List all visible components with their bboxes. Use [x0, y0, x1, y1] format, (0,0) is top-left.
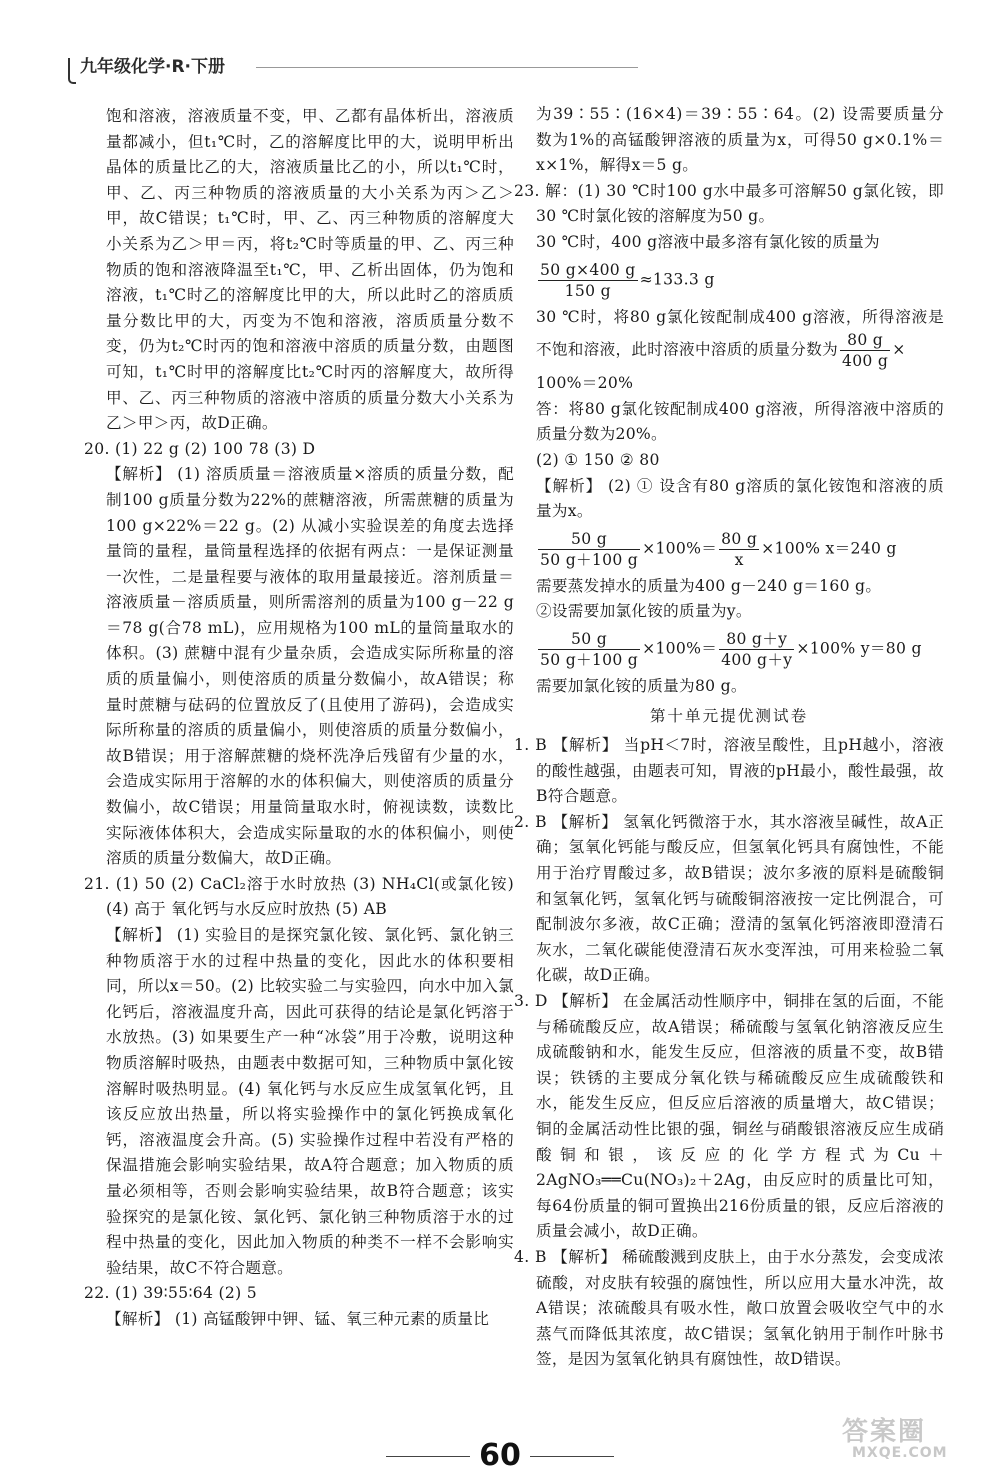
q20-explanation: 【解析】 (1) 溶质质量＝溶液质量×溶质的质量分数，配制100 g质量分数为22%的蔗糖溶液，所需蔗糖的质量为100 g×22%＝22 g。(2) 从减小实验误差的角度去选择量筒的量程，量筒量程选择的依据有两点：一是保证测量一次性，二是量程要与液体的取用量最接近。溶剂质量＝溶液质量－溶质质量，则所需溶剂的质量为100 g－22 g＝78 g(合78 mL)，应用规格为100 mL的量筒量取水的体积。(3) 蔗糖中混有少量杂质，会造成实际所称量的溶质的质量偏小，则使溶质的质量分数偏小，故A错误；称量时蔗糖与砝码的位置放反了(且使用了游码)，会造成实际所称量的溶质的质量偏小，则使溶质的质量分数偏小，故B错误；用于溶解蔗糖的烧杯洗净后残留有少量的水，会造成实际用于溶解的水的体积偏大，则使溶质的质量分数偏小，故C错误；用量筒量取水时，俯视读数，读数比实际液体体积大，会造成实际量取的水的体积偏小，则使溶质的质量分数偏大，故D正确。 [106, 465, 514, 868]
fraction-1-result: ≈133.3 g [639, 270, 715, 289]
fraction-1: $\frac{50 g\times 400 g}{150 g}$ [540, 260, 636, 300]
answer-3: 3. D 【解析】 在金属活动性顺序中，铜排在氢的后面，不能与稀硫酸反应，故A错误；稀硫酸与氢氧化钠溶液反应生成硫酸钠和水，能发生反应，但溶液的质量不变，故B错误；铁锈的主要成分氧化铁与稀硫酸反应生成硫酸铁和水，能发生反应，但反应后溶液的质量增大，故C错误；铜的金属活动性比银的强，铜丝与硝酸银溶液反应生成硝酸铜和银，该反应的化学方程式为Cu＋2AgNO₃══Cu(NO₃)₂＋2Ag，由反应时的质量比可知，每64份质量的铜可置换出216份质量的银，反应后溶液的质量会减小，故D正确。 [514, 992, 944, 1241]
q23-part2: (2) ① 150 ② 80 [536, 450, 660, 469]
page-number-rule-right [530, 1456, 614, 1457]
answer-2: 2. B 【解析】 氢氧化钙微溶于水，其水溶液呈碱性，故A正确；氢氧化钙能与酸反应，但氢氧化钙具有腐蚀性，不能用于治疗胃酸过多，故B错误；波尔多液的原料是硫酸铜和氢氧化钙，氢氧化钙与硫酸铜溶液按一定比例混合，可配制波尔多液，故C正确；澄清的氢氧化钙溶液即澄清石灰水，二氧化碳能使澄清石灰水变浑浊，可用来检验二氧化碳，故D正确。 [514, 812, 944, 985]
q21-explanation: 【解析】 (1) 实验目的是探究氯化铵、氯化钙、氯化钠三种物质溶于水的过程中热量的变化，因此水的体积要相同，所以x＝50。(2) 比较实验二与实验四，向水中加入氯化钙后，溶液温度升高，因此可获得的结论是氯化钙溶于水放热。(3) 如果要生产一种“冰袋”用于冷敷，说明这种物质溶解时吸热，由题表中数据可知，三种物质中氯化铵溶解时吸热明显。(4) 氧化钙与水反应生成氢氧化钙，且该反应放出热量，所以将实验操作中的氯化钙换成氧化钙，溶液温度会升高。(5) 实验操作过程中若没有严格的保温措施会影响实验结果，故A符合题意；加入物质的质量必须相等，否则会影响实验结果，故B符合题意；该实验探究的是氯化铵、氯化钙、氯化钠三种物质溶于水的过程中热量的变化，因此加入物质的种类不一样不会影响实验结果，故C不符合题意。 [106, 926, 514, 1277]
q23-step-b: 30 ℃时，400 g溶液中最多溶有氯化铵的质量为 [536, 232, 880, 251]
left-column [84, 104, 514, 1333]
q19-explanation-continued: 饱和溶液，溶液质量不变，甲、乙都有晶体析出，溶液质量都减小，但t₁℃时，乙的溶解度比甲的大，说明甲析出晶体的质量比乙的大，溶液质量比乙的小，所以t₁℃时，甲、乙、丙三种物质的溶液质量的大小关系为丙＞乙＞甲，故C错误；t₁℃时，甲、乙、丙三种物质的溶解度大小关系为乙＞甲＝丙，将t₂℃时等质量的甲、乙、丙三种物质的饱和溶液降温至t₁℃，甲、乙析出固体，仍为饱和溶液，t₁℃时乙的溶解度比甲的大，所以此时乙的溶质质量分数比甲的大，丙变为不饱和溶液，溶质质量分数不变，仍为t₂℃时丙的饱和溶液中溶质的质量分数，由题图可知，t₁℃时甲的溶解度比t₂℃时丙的溶解度大，故所得甲、乙、丙三种物质的溶液中溶质的质量分数大小关系为乙＞甲＞丙，故D正确。 [106, 107, 514, 433]
q23-step-g: 需要蒸发掉水的质量为400 g－240 g＝160 g。 [536, 576, 882, 595]
header-rule [256, 67, 638, 68]
q22-explanation-continued: 为39∶55∶(16×4)＝39∶55∶64。(2) 设需要质量分数为1%的高锰酸钾溶液的质量为x，可得50 g×0.1%＝x×1%，解得x＝5 g。 [536, 105, 944, 175]
header-title: 九年级化学·R·下册 [80, 57, 226, 77]
q23-fraction-line-1 [514, 260, 944, 301]
watermark-bottom-text: MXQE.COM [852, 1445, 948, 1461]
watermark-logo [842, 1409, 982, 1463]
header-bracket [68, 58, 76, 84]
q22-answer: 22. (1) 39∶55∶64 (2) 5 [84, 1284, 257, 1303]
q23-step-c: 30 ℃时，将80 g氯化铵配制成400 g溶液，所得溶液是不饱和溶液，此时溶液中溶质的质量分数为 $\frac{80 g}{400 g}$ × [536, 307, 944, 371]
page-header [68, 52, 638, 80]
answer-1: 1. B 【解析】 当pH＜7时，溶液呈酸性，且pH越小，溶液的酸性越强，由题表可知，胃液的pH最小，酸性最强，故B符合题意。 [514, 736, 944, 806]
page-number: 60 [479, 1438, 521, 1473]
q23-answer-text: 答：将80 g氯化铵配制成400 g溶液，所得溶液中溶质的质量分数为20%。 [536, 399, 944, 444]
answer-4: 4. B 【解析】 稀硫酸溅到皮肤上，由于水分蒸发，会变成浓硫酸，对皮肤有较强的腐蚀性，所以应用大量水冲洗，故A错误；浓硫酸具有吸水性，敞口放置会吸收空气中的水蒸气而降低其浓度，故C错误；氢氧化钠用于制作叶脉书签，是因为氢氧化钠具有腐蚀性，故D错误。 [514, 1247, 944, 1369]
q23-step-h: ②设需要加氯化铵的质量为y。 [536, 602, 752, 621]
q23-step-d: 100%＝20% [536, 374, 634, 393]
section-title: 第十单元提优测试卷 [649, 706, 809, 725]
q23-step-i: 需要加氯化铵的质量为80 g。 [536, 676, 747, 695]
q21-answer: 21. (1) 50 (2) CaCl₂溶于水时放热 (3) NH₄Cl(或氯化铵) (4) 高于 氧化钙与水反应时放热 (5) AB [84, 874, 514, 919]
q23-equation-2: $\frac{50 g}{50 g+100 g}$ ×100%＝ $\frac{80 g+y}{400 g+y}$ ×100% y＝80 g [540, 629, 922, 669]
q23-equation-1: $\frac{50 g}{50 g+100 g}$ ×100%＝ $\frac{80 g}{x}$ ×100% x＝240 g [540, 529, 897, 569]
right-column [514, 102, 944, 1373]
q20-answer: 20. (1) 22 g (2) 100 78 (3) D [84, 439, 316, 458]
watermark-top-text: 答案圈 [842, 1417, 927, 1447]
fraction-2: $\frac{80 g}{400 g}$ [841, 331, 889, 371]
q22-explanation: 【解析】 (1) 高锰酸钾中钾、锰、氧三种元素的质量比 [106, 1309, 490, 1328]
q23-explanation: 【解析】 (2) ① 设含有80 g溶质的氯化铵饱和溶液的质量为x。 [536, 476, 944, 521]
q23-solution: 23. 解：(1) 30 ℃时100 g水中最多可溶解50 g氯化铵，即30 ℃时氯化铵的溶解度为50 g。 [514, 181, 944, 226]
